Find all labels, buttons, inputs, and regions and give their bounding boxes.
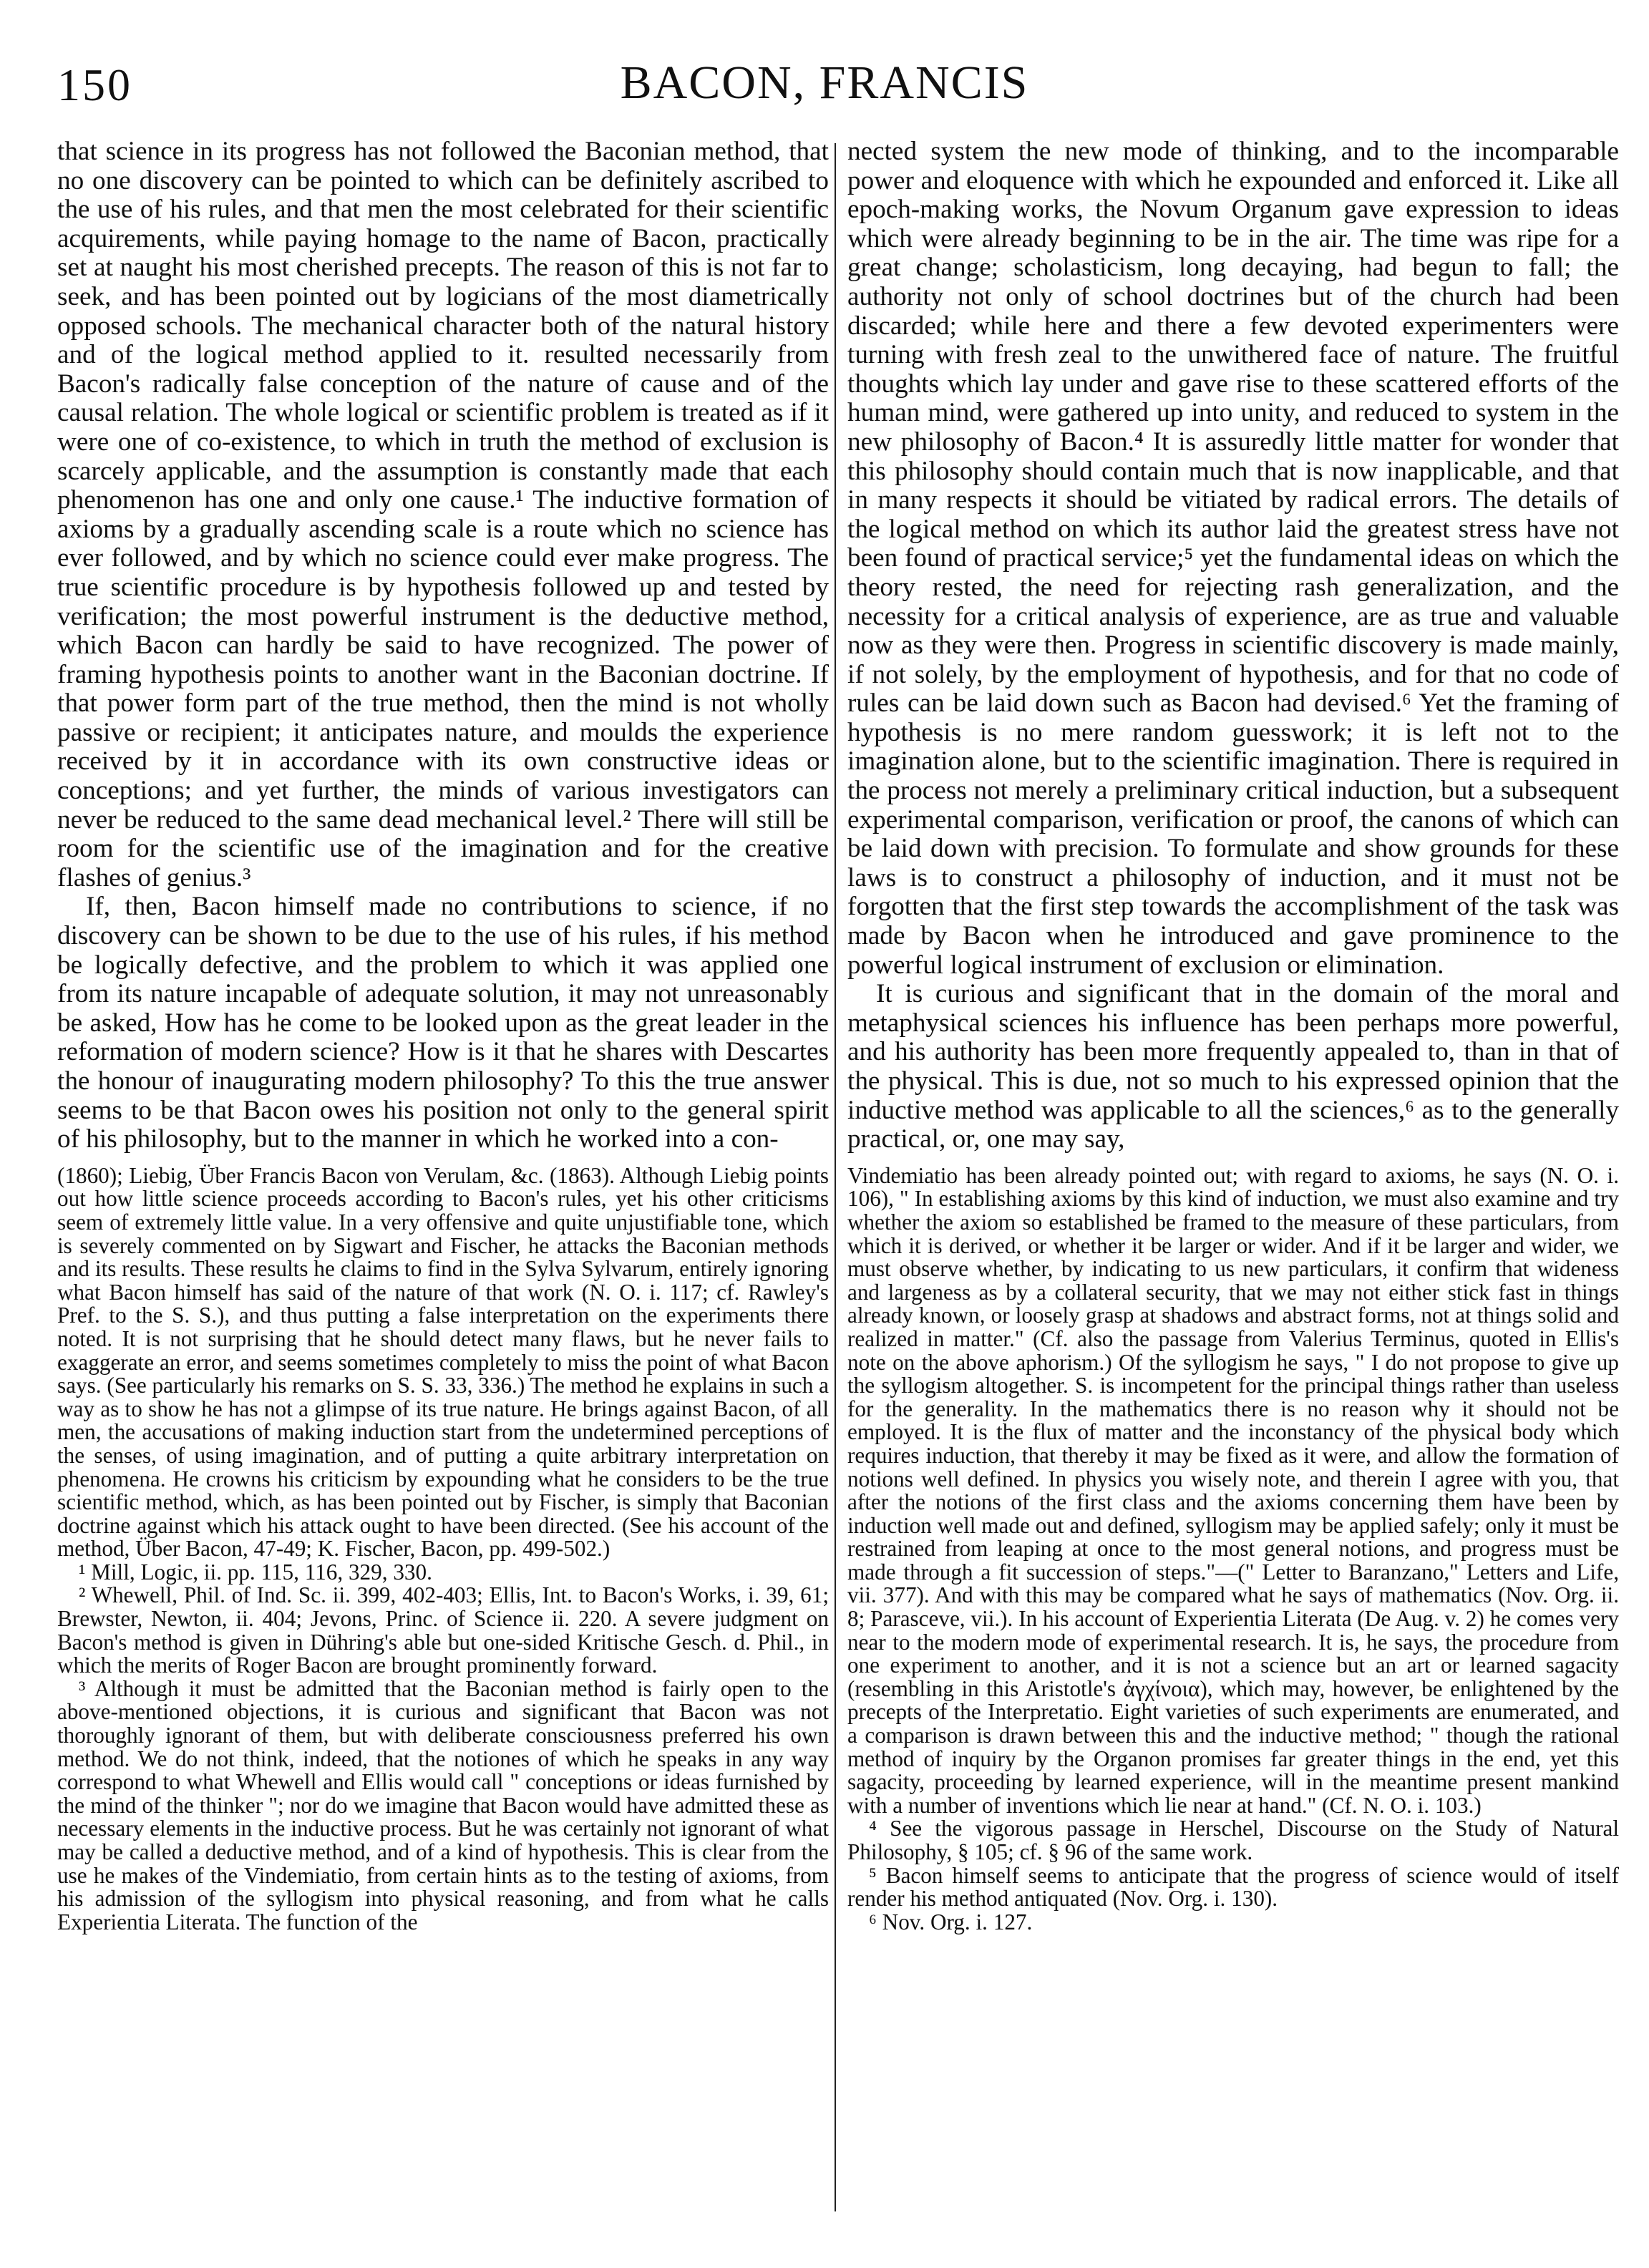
right-notes xyxy=(847,1164,1619,1934)
footnote-2: ² Whewell, Phil. of Ind. Sc. ii. 399, 402-403; Ellis, Int. to Bacon's Works, i. 39, 61; Brewster, Newton, ii. 404; Jevons, Princ. of Science ii. 220. A severe judgment on Bacon's method is given in Dühring's able but one-sided Kritische Gesch. d. Phil., in which the merits of Roger Bacon are brought prominently forward. xyxy=(57,1582,829,1678)
footnote-6: ⁶ Nov. Org. i. 127. xyxy=(869,1909,1033,1934)
running-title: BACON, FRANCIS xyxy=(620,57,1029,109)
paragraph: that science in its progress has not followed the Baconian method, that no one discovery can be pointed to which can be definitely ascribed to the use of his rules, and that men the most celebrated for their scientific acquirements, while paying homage to the name of Bacon, practically set at naught his most cherished precepts. The reason of this is not far to seek, and has been pointed out by logicians of the most diametrically opposed schools. The mechanical character both of the natural history and of the logical method applied to it. resulted necessarily from Bacon's radically false conception of the nature of cause and of the causal relation. The whole logical or scientific problem is treated as if it were one of co-existence, to which in truth the method of exclusion is scarcely applicable, and the assumption is constantly made that each phenomenon has one and only one cause.¹ The inductive formation of axioms by a gradually ascending scale is a route which no science has ever followed, and by which no science could ever make progress. The true scientific procedure is by hypothesis followed up and tested by verification; the most powerful instrument is the deductive method, which Bacon can hardly be said to have recognized. The power of framing hypothesis points to another want in the Baconian doctrine. If that power form part of the true method, then the mind is not wholly passive or recipient; it anticipates nature, and moulds the experience received by it in accordance with its own constructive ideas or conceptions; and yet further, the minds of various investigators can never be reduced to the same dead mechanical level.² There will still be room for the scientific use of the imagination and for the creative flashes of genius.³ xyxy=(57,137,829,892)
footnote-3: ³ Although it must be admitted that the Baconian method is fairly open to the above-mentioned objections, it is curious and significant that Bacon was not thoroughly ignorant of them, but with deliberate consciousness preferred his own method. We do not think, indeed, that the notiones of which he speaks in any way correspond to what Whewell and Ellis would call " conceptions or ideas furnished by the mind of the thinker "; nor do we imagine that Bacon would have admitted these as necessary elements in the inductive process. But he was certainly not ignorant of what may be called a deductive method, and of a kind of hypothesis. This is clear from the use he makes of the Vindemiatio, from certain hints as to the testing of axioms, from his admission of the syllogism into physical reasoning, and from what he calls Experientia Literata. The function of the xyxy=(57,1675,829,1934)
page-number: 150 xyxy=(57,59,132,110)
right-body-text xyxy=(847,137,1619,1154)
left-column xyxy=(57,137,829,2238)
footnote-continuation: Vindemiatio has been already pointed out; with regard to axioms, he says (N. O. i. 106), " In establishing axioms by this kind of induction, we must also examine and try whether the axiom so established be framed to the measure of these particulars, from which it is derived, or whether it be larger or wider. And if it be larger and wider, we must observe whether, by indicating to us new particulars, it confirm that wideness and largeness as by a collateral security, that we may not either stick fast in things already known, or loosely grasp at shadows and abstract forms, not at things solid and realized in matter." (Cf. also the passage from Valerius Terminus, quoted in Ellis's note on the above aphorism.) Of the syllogism he says, " I do not propose to give up the syllogism altogether. S. is incompetent for the principal things rather than useless for the generality. In the mathematics there is no reason why it should not be employed. It is the flux of matter and the inconstancy of the physical body which requires induction, that thereby it may be fixed as it were, and allow the formation of notions well defined. In physics you wisely note, and therein I agree with you, that after the notions of the first class and the axioms concerning them have been by induction well made out and defined, syllogism may be applied safely; only it must be restrained from leaping at once to the most general notions, and progress must be made through a fit succession of steps."—(" Letter to Baranzano," Letters and Life, vii. 377). And with this may be compared what he says of mathematics (Nov. Org. ii. 8; Parasceve, vii.). In his account of Experientia Literata (De Aug. v. 2) he comes very near to the modern mode of experimental research. It is, he says, the procedure from one experiment to another, and it is not a science but an art or learned sagacity (resembling in this Aristotle's ἀγχίνοια), which may, however, be enlightened by the precepts of the Interpretatio. Eight varieties of such experiments are enumerated, and a comparison is drawn between this and the inductive method; " though the rational method of inquiry by the Organon promises far greater things in the end, yet this sagacity, proceeding by learned experience, will in the meantime present mankind with a number of inventions which lie near at hand." (Cf. N. O. i. 103.) xyxy=(847,1162,1619,1818)
paragraph: It is curious and significant that in the domain of the moral and metaphysical sciences his influence has been perhaps more powerful, and his authority has been more frequently appealed to, than in that of the physical. This is due, not so much to his expressed opinion that the inductive method was applicable to all the sciences,⁶ as to the generally practical, or, one may say, xyxy=(847,979,1619,1154)
left-notes xyxy=(57,1164,829,1934)
paragraph: nected system the new mode of thinking, and to the incomparable power and eloquence with which he expounded and enforced it. Like all epoch-making works, the Novum Organum gave expression to ideas which were already beginning to be in the air. The time was ripe for a great change; scholasticism, long decaying, had begun to fall; the authority not only of school doctrines but of the church had been discarded; while here and there a few devoted experimenters were turning with fresh zeal to the unwithered face of nature. The fruitful thoughts which lay under and gave rise to these scattered efforts of the human mind, were gathered up into unity, and reduced to system in the new philosophy of Bacon.⁴ It is assuredly little matter for wonder that this philosophy should contain much that is now inapplicable, and that in many respects it should be vitiated by radical errors. The details of the logical method on which its author laid the greatest stress have not been found of practical service;⁵ yet the fundamental ideas on which the theory rested, the need for rejecting rash generalization, and the necessity for a critical analysis of experience, are as true and valuable now as they were then. Progress in scientific discovery is made mainly, if not solely, by the employment of hypothesis, and for that no code of rules can be laid down such as Bacon had devised.⁶ Yet the framing of hypothesis is no mere random guesswork; it is left not to the imagination alone, but to the scientific imagination. There is required in the process not merely a preliminary critical induction, but a subsequent experimental comparison, verification or proof, the canons of which can be laid down with precision. To formulate and show grounds for these laws is to construct a philosophy of induction, and it must not be forgotten that the first step towards the accomplishment of the task was made by Bacon when he introduced and gave prominence to the powerful logical instrument of exclusion or elimination. xyxy=(847,137,1619,980)
column-divider xyxy=(835,143,836,2211)
right-column xyxy=(847,137,1619,2238)
footnote-1: ¹ Mill, Logic, ii. pp. 115, 116, 329, 330. xyxy=(79,1559,432,1585)
footnote-5: ⁵ Bacon himself seems to anticipate that the progress of science would of itself render his method antiquated (Nov. Org. i. 130). xyxy=(847,1862,1619,1912)
paragraph: If, then, Bacon himself made no contributions to science, if no discovery can be shown to be due to the use of his rules, if his method be logically defective, and the problem to which it was applied one from its nature incapable of adequate solution, it may not unreasonably be asked, How has he come to be looked upon as the great leader in the reformation of modern science? How is it that he shares with Descartes the honour of inaugurating modern philosophy? To this the true answer seems to be that Bacon owes his position not only to the general spirit of his philosophy, but to the manner in which he worked into a con- xyxy=(57,892,829,1154)
running-header xyxy=(0,0,1649,122)
footnote-continuation: (1860); Liebig, Über Francis Bacon von Verulam, &c. (1863). Although Liebig points out how little science proceeds according to Bacon's rules, yet his other criticisms seem of extremely little value. In a very offensive and quite unjustifiable tone, which is severely commented on by Sigwart and Fischer, he attacks the Baconian methods and its results. These results he claims to find in the Sylva Sylvarum, entirely ignoring what Bacon himself has said of the nature of that work (N. O. i. 117; cf. Rawley's Pref. to the S. S.), and thus putting a false interpretation on the experiments there noted. It is not surprising that he should detect many flaws, but he never fails to exaggerate an error, and seems sometimes completely to miss the point of what Bacon says. (See particularly his remarks on S. S. 33, 336.) The method he explains in such a way as to show he has not a glimpse of its true nature. He brings against Bacon, of all men, the accusations of making induction start from the undetermined perceptions of the senses, of using imagination, and of putting a quite arbitrary interpretation on phenomena. He crowns his criticism by expounding what he considers to be the true scientific method, which, as has been pointed out by Fischer, is simply that Baconian doctrine against which his attack ought to have been directed. (See his account of the method, Über Bacon, 47-49; K. Fischer, Bacon, pp. 499-502.) xyxy=(57,1162,829,1562)
left-body-text xyxy=(57,137,829,1154)
footnote-4: ⁴ See the vigorous passage in Herschel, Discourse on the Study of Natural Philosophy, § 105; cf. § 96 of the same work. xyxy=(847,1816,1619,1864)
